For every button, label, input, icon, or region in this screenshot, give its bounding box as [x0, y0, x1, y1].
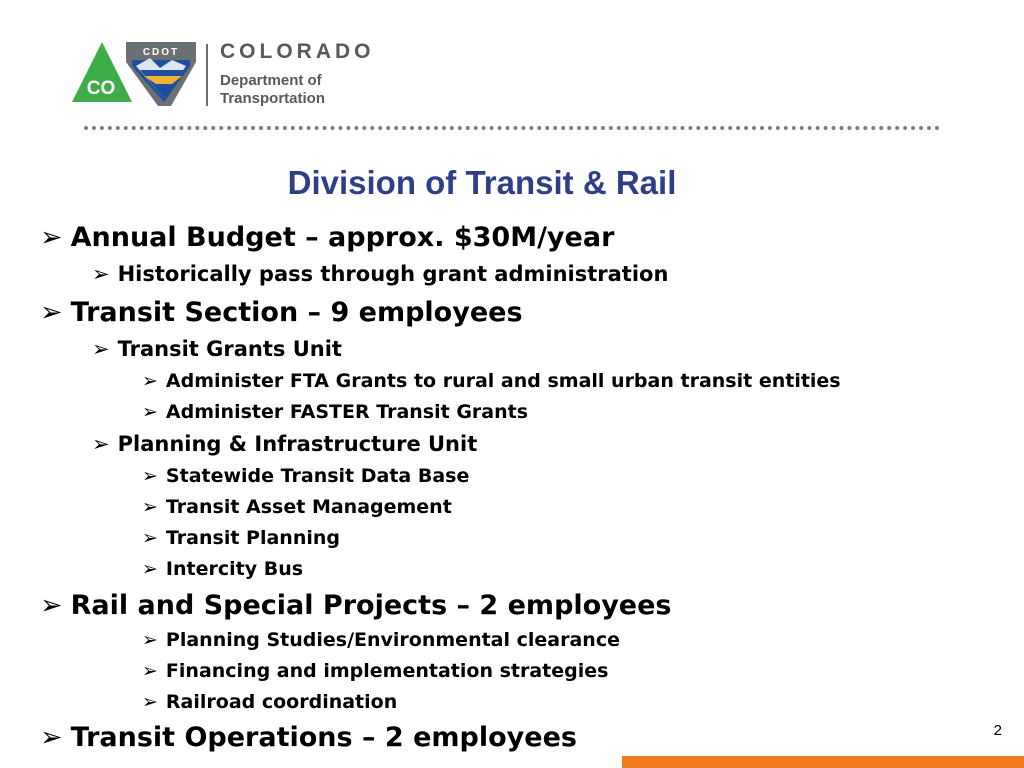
bullet-item: [40, 590, 672, 621]
bullet-item: [40, 297, 523, 328]
bullet-text: Historically pass through grant administration: [117, 262, 669, 286]
arrow-bullet-icon: ➢: [92, 337, 110, 361]
bullet-text: Transit Section – 9 employees: [70, 297, 523, 328]
brand-subtitle-line1: Department of: [220, 72, 322, 89]
bullet-text: Administer FTA Grants to rural and small urban transit entities: [165, 370, 841, 392]
bullet-text: Planning Studies/Environmental clearance: [165, 629, 620, 651]
accent-bar: [622, 756, 1024, 768]
bullet-item: [92, 432, 477, 456]
bullet-text: Financing and implementation strategies: [165, 660, 609, 682]
bullet-item: [142, 370, 841, 392]
arrow-bullet-icon: ➢: [40, 222, 63, 253]
bullet-text: Intercity Bus: [165, 558, 304, 580]
logo-co-text: CO: [86, 78, 116, 99]
arrow-bullet-icon: ➢: [142, 660, 158, 682]
slide-title: Division of Transit & Rail: [287, 164, 677, 201]
arrow-bullet-icon: ➢: [142, 370, 158, 392]
bullet-text: Transit Asset Management: [165, 496, 452, 518]
brand-subtitle-line2: Transportation: [220, 90, 326, 107]
arrow-bullet-icon: ➢: [142, 629, 158, 651]
arrow-bullet-icon: ➢: [142, 691, 158, 713]
bullet-text: Administer FASTER Transit Grants: [165, 401, 529, 423]
bullet-text: Statewide Transit Data Base: [165, 465, 470, 487]
bullet-item: [92, 337, 342, 361]
arrow-bullet-icon: ➢: [142, 401, 158, 423]
brand-name: COLORADO: [220, 40, 375, 63]
bullet-item: [142, 527, 340, 549]
page-number: 2: [993, 722, 1002, 739]
arrow-bullet-icon: ➢: [92, 262, 110, 286]
arrow-bullet-icon: ➢: [40, 590, 63, 621]
bullet-item: [142, 496, 452, 518]
bullet-text: Transit Operations – 2 employees: [70, 722, 577, 753]
bullet-text: Annual Budget – approx. $30M/year: [70, 222, 615, 253]
arrow-bullet-icon: ➢: [142, 558, 158, 580]
arrow-bullet-icon: ➢: [142, 496, 158, 518]
bullet-item: [142, 629, 620, 651]
bullet-item: [92, 262, 668, 286]
bullet-text: Transit Grants Unit: [117, 337, 342, 361]
arrow-bullet-icon: ➢: [142, 527, 158, 549]
arrow-bullet-icon: ➢: [92, 432, 110, 456]
bullet-text: Railroad coordination: [165, 691, 398, 713]
arrow-bullet-icon: ➢: [40, 722, 63, 753]
bullet-item: [142, 691, 397, 713]
bullet-item: [142, 401, 528, 423]
bullet-item: [40, 222, 614, 253]
bullet-text: Transit Planning: [165, 527, 340, 549]
arrow-bullet-icon: ➢: [142, 465, 158, 487]
bullet-item: [142, 558, 303, 580]
bullet-item: [40, 722, 577, 753]
bullet-text: Rail and Special Projects – 2 employees: [70, 590, 672, 621]
bullet-item: [142, 660, 608, 682]
bullet-item: [142, 465, 469, 487]
logo-badge-text: CDOT: [142, 47, 180, 58]
arrow-bullet-icon: ➢: [40, 297, 63, 328]
bullet-text: Planning & Infrastructure Unit: [117, 432, 478, 456]
